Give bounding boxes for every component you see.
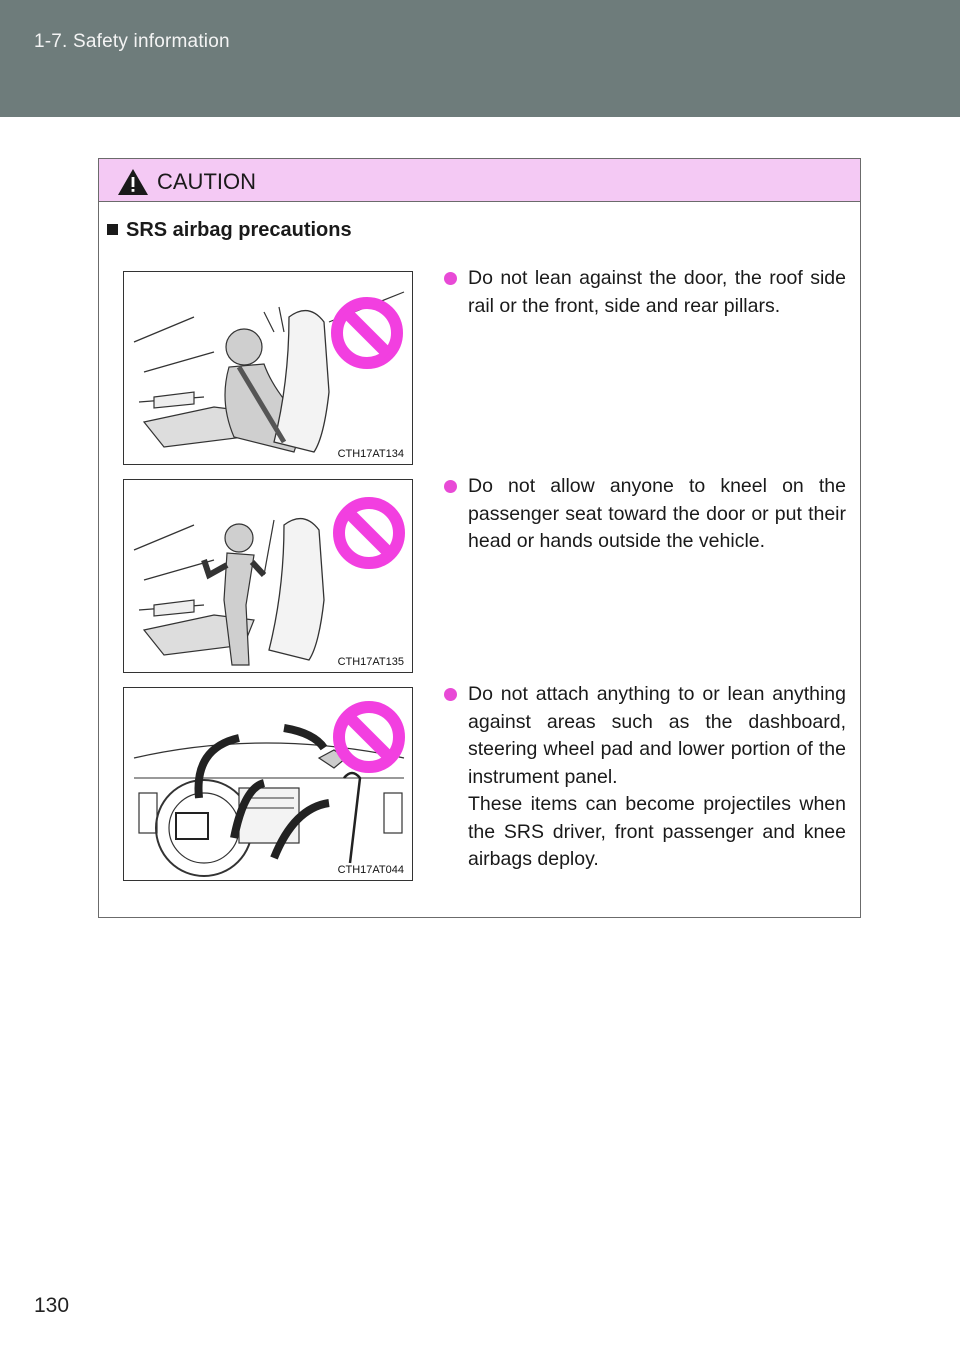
bullet-icon: [444, 688, 457, 701]
bullet-icon: [444, 272, 457, 285]
caution-label: CAUTION: [157, 169, 256, 194]
warning-triangle-icon: [117, 168, 149, 196]
bullet-icon: [444, 480, 457, 493]
prohibited-icon: [330, 296, 404, 370]
image-code: CTH17AT135: [337, 656, 404, 668]
prohibited-icon: [332, 700, 406, 774]
caution-box: [98, 158, 861, 918]
section-title-header: 1-7. Safety information: [34, 31, 230, 52]
caution-item-3: Do not attach anything to or lean anything against areas such as the dashboard, steering wheel pad and lower portion of the instrument panel. These items can become projectiles when the SRS driver, front passenger and knee airbags deploy.: [444, 681, 846, 874]
caution-item-1: Do not lean against the door, the roof side rail or the front, side and rear pillars.: [444, 265, 846, 320]
image-code: CTH17AT044: [337, 864, 404, 876]
illustration-lean-door: [123, 271, 413, 465]
caution-header: [99, 159, 860, 202]
page-number: 130: [34, 1294, 70, 1317]
caution-item-2: Do not allow anyone to kneel on the passenger seat toward the door or put their head or hands outside the vehicle.: [444, 473, 846, 556]
prohibited-icon: [332, 496, 406, 570]
square-bullet-icon: [107, 224, 118, 235]
illustration-dashboard: [123, 687, 413, 881]
image-code: CTH17AT134: [337, 448, 404, 460]
subsection-title: SRS airbag precautions: [107, 219, 352, 242]
illustration-kneel-seat: [123, 479, 413, 673]
header-bar: [0, 0, 960, 117]
